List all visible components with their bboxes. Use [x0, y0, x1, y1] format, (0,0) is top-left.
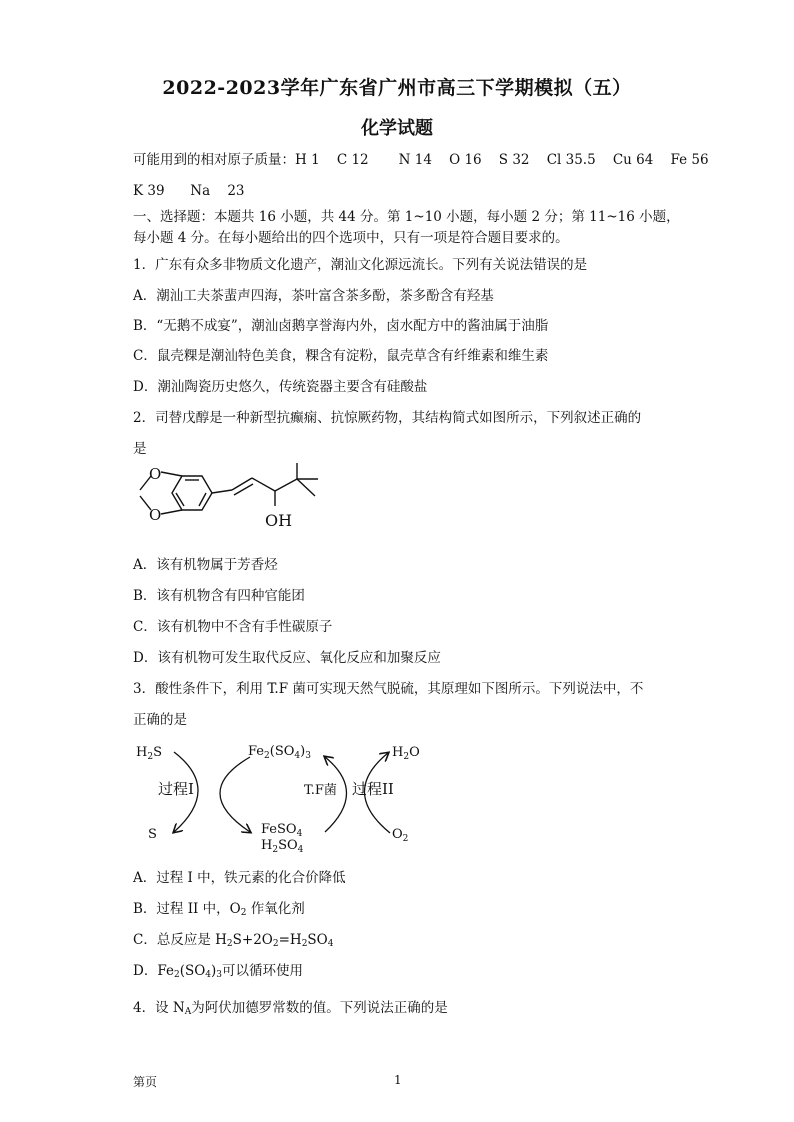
label-h2o: $H_2O$ [392, 745, 420, 762]
q3-stem-line2: 正确的是 [133, 712, 187, 728]
label-h2so4: $H_2SO_4$ [261, 838, 304, 855]
label-fe2so43: $Fe_2(SO_4)_3$ [248, 744, 311, 761]
q1-stem: 1．广东有众多非物质文化遗产，潮汕文化源远流长。下列有关说法错误的是 [133, 257, 588, 273]
label-tf: T.F菌 [304, 783, 337, 798]
arc-fe3-to-fe2 [220, 757, 250, 832]
page-title: 2022-2023学年广东省广州市高三下学期模拟（五） [162, 77, 632, 99]
footer-page-label: 第页 [133, 1075, 158, 1089]
q1-option-d: D．潮汕陶瓷历史悠久，传统瓷器主要含有硅酸盐 [133, 379, 428, 395]
q2-option-c: C．该有机物中不含有手性碳原子 [133, 619, 333, 635]
q1-option-c: C．鼠壳粿是潮汕特色美食，粿含有淀粉，鼠壳草含有纤维素和维生素 [133, 348, 549, 364]
page-subtitle: 化学试题 [361, 118, 433, 139]
struct-o-top: O [149, 465, 162, 483]
q2-stem-line2: 是 [133, 441, 147, 457]
q3-option-a: A．过程 I 中，铁元素的化合价降低 [133, 870, 346, 886]
footer-page-number: 1 [394, 1073, 402, 1087]
q4-stem: 4．设 $N_A$为阿伏加德罗常数的值。下列说法正确的是 [133, 1000, 448, 1017]
label-s: S [148, 827, 157, 842]
section-intro-line1: 一、选择题：本题共 16 小题，共 44 分。第 1~10 小题，每小题 2 分；第 11~16 小题， [133, 209, 680, 225]
q1-option-a: A．潮汕工夫茶蜚声四海，茶叶富含茶多酚，茶多酚含有羟基 [133, 288, 494, 304]
struct-o-bottom: O [149, 506, 162, 524]
label-process1: 过程I [158, 780, 194, 798]
label-o2: $O_2$ [392, 827, 409, 844]
q1-option-b: B．“无鹅不成宴”，潮汕卤鹅享誉海内外，卤水配方中的酱油属于油脂 [133, 318, 549, 334]
label-feso4: FeSO$_4$ [261, 822, 303, 839]
q3-option-b: B．过程 II 中，$O_2$ 作氧化剂 [133, 901, 305, 918]
q2-option-a: A．该有机物属于芳香烃 [133, 557, 278, 573]
stiripentol-structure [125, 460, 345, 550]
label-process2: 过程II [352, 780, 394, 798]
q3-stem-line1: 3．酸性条件下，利用 T.F 菌可实现天然气脱硫，其原理如下图所示。下列说法中，不 [133, 681, 644, 697]
atomic-masses-line1: 可能用到的相对原子质量：H 1 C 12 N 14 O 16 S 32 Cl 35.5 Cu 64 Fe 56 [133, 152, 709, 168]
q2-option-b: B．该有机物含有四种官能团 [133, 588, 305, 604]
q2-stem-line1: 2．司替戊醇是一种新型抗癫痫、抗惊厥药物，其结构简式如图所示，下列叙述正确的 [133, 410, 642, 426]
q3-option-c: C．总反应是 $H_2S+2O_2=H_2SO_4$ [133, 932, 334, 949]
atomic-masses-line2: K 39 Na 23 [133, 183, 245, 199]
q2-option-d: D．该有机物可发生取代反应、氧化反应和加聚反应 [133, 650, 441, 666]
label-h2s: $H_2S$ [136, 745, 162, 762]
section-intro-line2: 每小题 4 分。在每小题给出的四个选项中，只有一项是符合题目要求的。 [133, 230, 569, 246]
struct-oh: OH [265, 511, 293, 530]
q3-option-d: D．$Fe_2(SO_4)_3$可以循环使用 [133, 963, 304, 980]
desulfurization-cycle-diagram [130, 735, 450, 860]
